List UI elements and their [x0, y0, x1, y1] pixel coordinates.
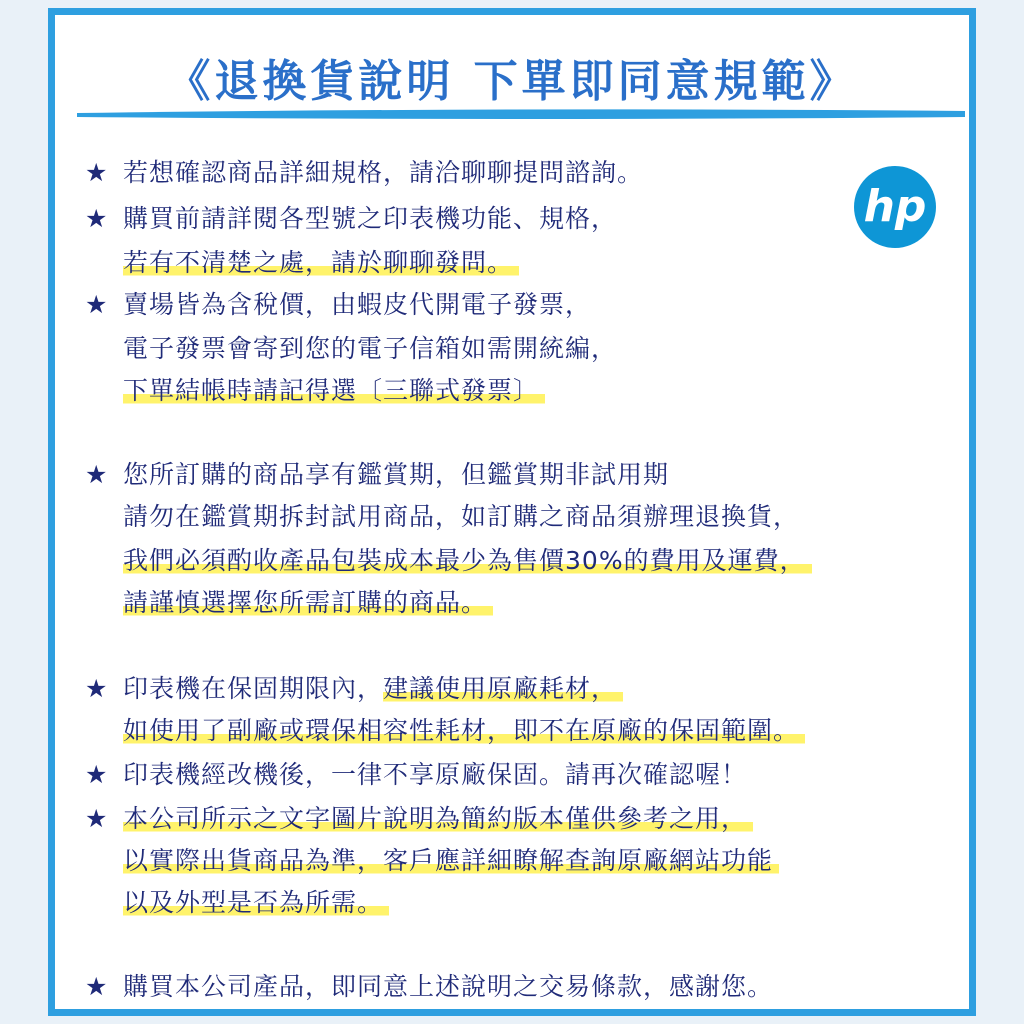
notice-text: 我們必須酌收產品包裝成本最少為售價30%的費用及運費， — [123, 546, 812, 575]
notice-line — [85, 799, 753, 839]
star-icon: ★ — [85, 204, 109, 233]
notice-text: 電子發票會寄到您的電子信箱如需開統編， — [123, 334, 618, 363]
notice-text: 購買本公司產品，即同意上述說明之交易條款，感謝您。 — [123, 972, 774, 1001]
star-icon: ★ — [85, 972, 109, 1001]
notice-line — [85, 243, 519, 283]
notice-text: 印表機經改機後，一律不享原廠保固。請再次確認喔！ — [123, 760, 748, 789]
notice-text: 請勿在鑑賞期拆封試用商品，如訂購之商品須辦理退換貨， — [123, 502, 800, 531]
notice-line — [85, 285, 591, 325]
star-icon: ★ — [85, 674, 109, 703]
notice-text: 您所訂購的商品享有鑑賞期，但鑑賞期非試用期 — [123, 460, 670, 489]
notice-line — [85, 329, 617, 369]
notice-line — [85, 199, 617, 239]
notice-text: 以實際出貨商品為準，客戶應詳細瞭解查詢原廠網站功能 — [123, 846, 779, 875]
notice-list — [55, 15, 969, 1009]
notice-text: 賣場皆為含稅價，由蝦皮代開電子發票， — [123, 290, 592, 319]
notice-frame — [48, 8, 976, 1016]
notice-text: 以及外型是否為所需。 — [123, 888, 389, 917]
notice-text-highlight: 建議使用原廠耗材， — [383, 674, 623, 703]
notice-line — [85, 841, 779, 881]
star-icon: ★ — [85, 158, 109, 187]
hp-logo-text: hp — [863, 181, 927, 232]
notice-line — [85, 883, 389, 923]
notice-line — [85, 755, 747, 795]
notice-line — [85, 583, 493, 623]
star-icon: ★ — [85, 290, 109, 319]
notice-text: 若想確認商品詳細規格，請洽聊聊提問諮詢。 — [123, 158, 644, 187]
notice-text: 如使用了副廠或環保相容性耗材，即不在原廠的保固範圍。 — [123, 716, 805, 745]
notice-line — [85, 669, 623, 709]
star-icon: ★ — [85, 460, 109, 489]
notice-line — [85, 711, 805, 751]
star-icon: ★ — [85, 760, 109, 789]
notice-line — [85, 371, 545, 411]
star-icon: ★ — [85, 804, 109, 833]
notice-text: 下單結帳時請記得選〔三聯式發票〕 — [123, 376, 545, 405]
notice-line — [85, 497, 799, 537]
notice-text: 印表機在保固期限內， — [123, 674, 384, 703]
notice-text: 若有不清楚之處，請於聊聊發問。 — [123, 248, 519, 277]
notice-line — [85, 455, 669, 495]
notice-line — [85, 541, 812, 581]
notice-text: 請謹慎選擇您所需訂購的商品。 — [123, 588, 493, 617]
page-title: 《退換貨說明 下單即同意規範》 — [166, 56, 858, 107]
notice-text: 本公司所示之文字圖片說明為簡約版本僅供參考之用， — [123, 804, 753, 833]
notice-line — [85, 967, 773, 1007]
notice-line — [85, 153, 643, 193]
notice-text: 購買前請詳閱各型號之印表機功能、規格， — [123, 204, 618, 233]
